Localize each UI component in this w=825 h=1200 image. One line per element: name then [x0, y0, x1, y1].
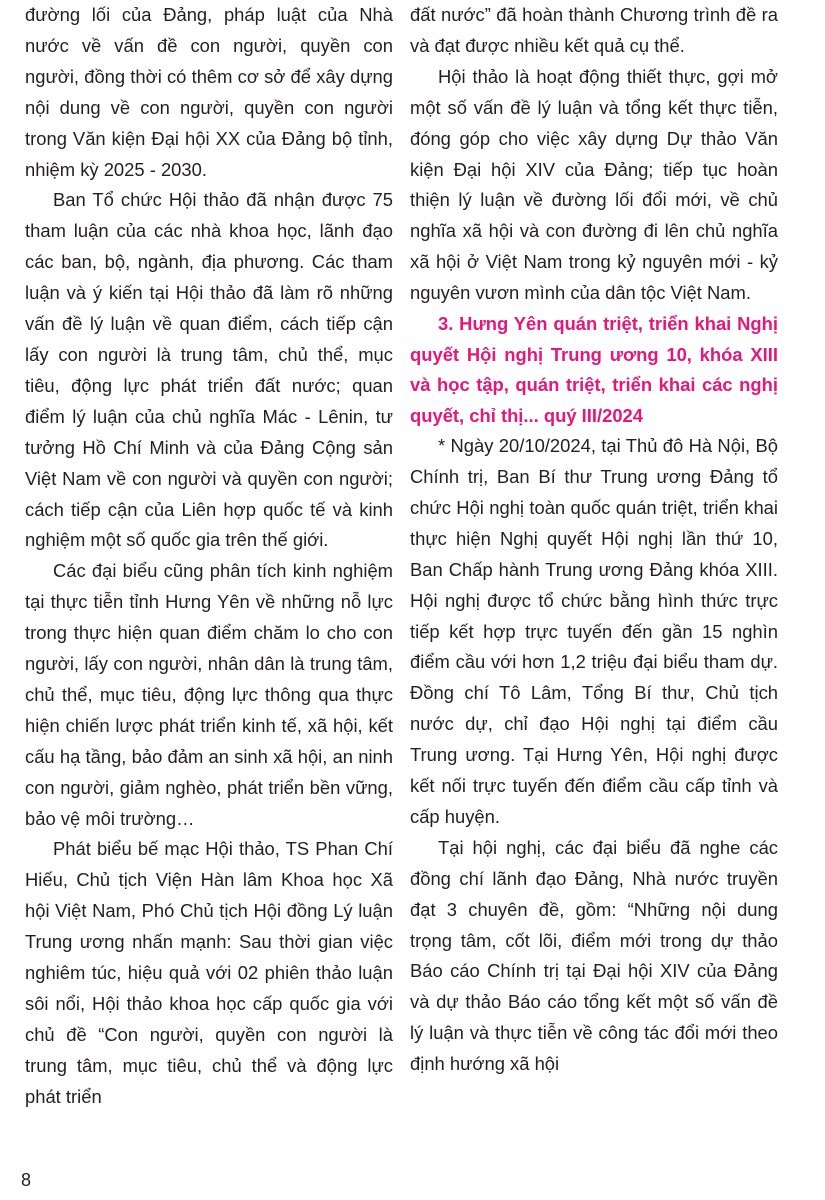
paragraph: Hội thảo là hoạt động thiết thực, gợi mở một số vấn đề lý luận và tổng kết thực tiễn, đóng góp cho việc xây dựng Dự thảo Văn kiện Đại hội XIV của Đảng; tiếp tục hoàn thiện lý luận về đường lối đổi mới, về chủ nghĩa xã hội và con đường đi lên chủ nghĩa xã hội ở Việt Nam trong kỷ nguyên mới - kỷ nguyên vươn mình của dân tộc Việt Nam.	[410, 65, 778, 304]
paragraph: Các đại biểu cũng phân tích kinh nghiệm tại thực tiễn tỉnh Hưng Yên về những nỗ lực trong thực hiện quan điểm chăm lo cho con người, lấy con người, nhân dân là trung tâm, chủ thể, mục tiêu, động lực thông qua thực hiện chiến lược phát triển kinh tế, xã hội, kết cấu hạ tầng, bảo đảm an sinh xã hội, an ninh con người, giảm nghèo, phát triển bền vững, bảo vệ môi trường…	[25, 560, 393, 829]
left-column	[25, 0, 393, 1113]
paragraph: đất nước” đã hoàn thành Chương trình đề ra và đạt được nhiều kết quả cụ thể.	[410, 4, 778, 56]
paragraph: * Ngày 20/10/2024, tại Thủ đô Hà Nội, Bộ Chính trị, Ban Bí thư Trung ương Đảng tổ chức Hội nghị toàn quốc quán triệt, triển khai thực hiện Nghị quyết Hội nghị lần thứ 10, Ban Chấp hành Trung ương Đảng khóa XIII. Hội nghị được tổ chức bằng hình thức trực tiếp kết hợp trực tuyến đến gần 15 nghìn điểm cầu với hơn 1,2 triệu đại biểu tham dự. Đồng chí Tô Lâm, Tổng Bí thư, Chủ tịch nước dự, chỉ đạo Hội nghị tại điểm cầu Trung ương. Tại Hưng Yên, Hội nghị được kết nối trực tuyến đến điểm cầu cấp tỉnh và cấp huyện.	[410, 435, 778, 827]
paragraph: Ban Tổ chức Hội thảo đã nhận được 75 tham luận của các nhà khoa học, lãnh đạo các ban, bộ, ngành, địa phương. Các tham luận và ý kiến tại Hội thảo đã làm rõ những vấn đề lý luận về quan điểm, cách tiếp cận lấy con người là trung tâm, chủ thể, mục tiêu, động lực phát triển đất nước; quan điểm lý luận của chủ nghĩa Mác - Lênin, tư tưởng Hồ Chí Minh và của Đảng Cộng sản Việt Nam về con người và quyền con người; cách tiếp cận của Liên hợp quốc tế và kinh nghiệm một số quốc gia trên thế giới.	[25, 189, 393, 551]
paragraph: Phát biểu bế mạc Hội thảo, TS Phan Chí Hiếu, Chủ tịch Viện Hàn lâm Khoa học Xã hội Việt Nam, Phó Chủ tịch Hội đồng Lý luận Trung ương nhấn mạnh: Sau thời gian việc nghiêm túc, hiệu quả với 02 phiên thảo luận sôi nổi, Hội thảo khoa học cấp quốc gia với chủ đề “Con người, quyền con người là trung tâm, mục tiêu, chủ thể và động lực phát triển	[25, 838, 393, 1107]
right-column	[410, 0, 778, 1080]
paragraph: Tại hội nghị, các đại biểu đã nghe các đồng chí lãnh đạo Đảng, Nhà nước truyền đạt 3 chuyên đề, gồm: “Những nội dung trọng tâm, cốt lõi, điểm mới trong dự thảo Báo cáo Chính trị tại Đại hội XIV của Đảng và dự thảo Báo cáo tổng kết một số vấn đề lý luận và thực tiễn về công tác đổi mới theo định hướng xã hội	[410, 836, 778, 1075]
page-number: 8	[21, 1170, 32, 1190]
section-heading: 3. Hưng Yên quán triệt, triển khai Nghị quyết Hội nghị Trung ương 10, khóa XIII và học tập, quán triệt, triển khai các nghị quyết, chỉ thị... quý III/2024	[410, 313, 778, 426]
paragraph: đường lối của Đảng, pháp luật của Nhà nước về vấn đề con người, quyền con người, đồng thời có thêm cơ sở để xây dựng nội dung về con người, quyền con người trong Văn kiện Đại hội XX của Đảng bộ tỉnh, nhiệm kỳ 2025 - 2030.	[25, 4, 393, 180]
